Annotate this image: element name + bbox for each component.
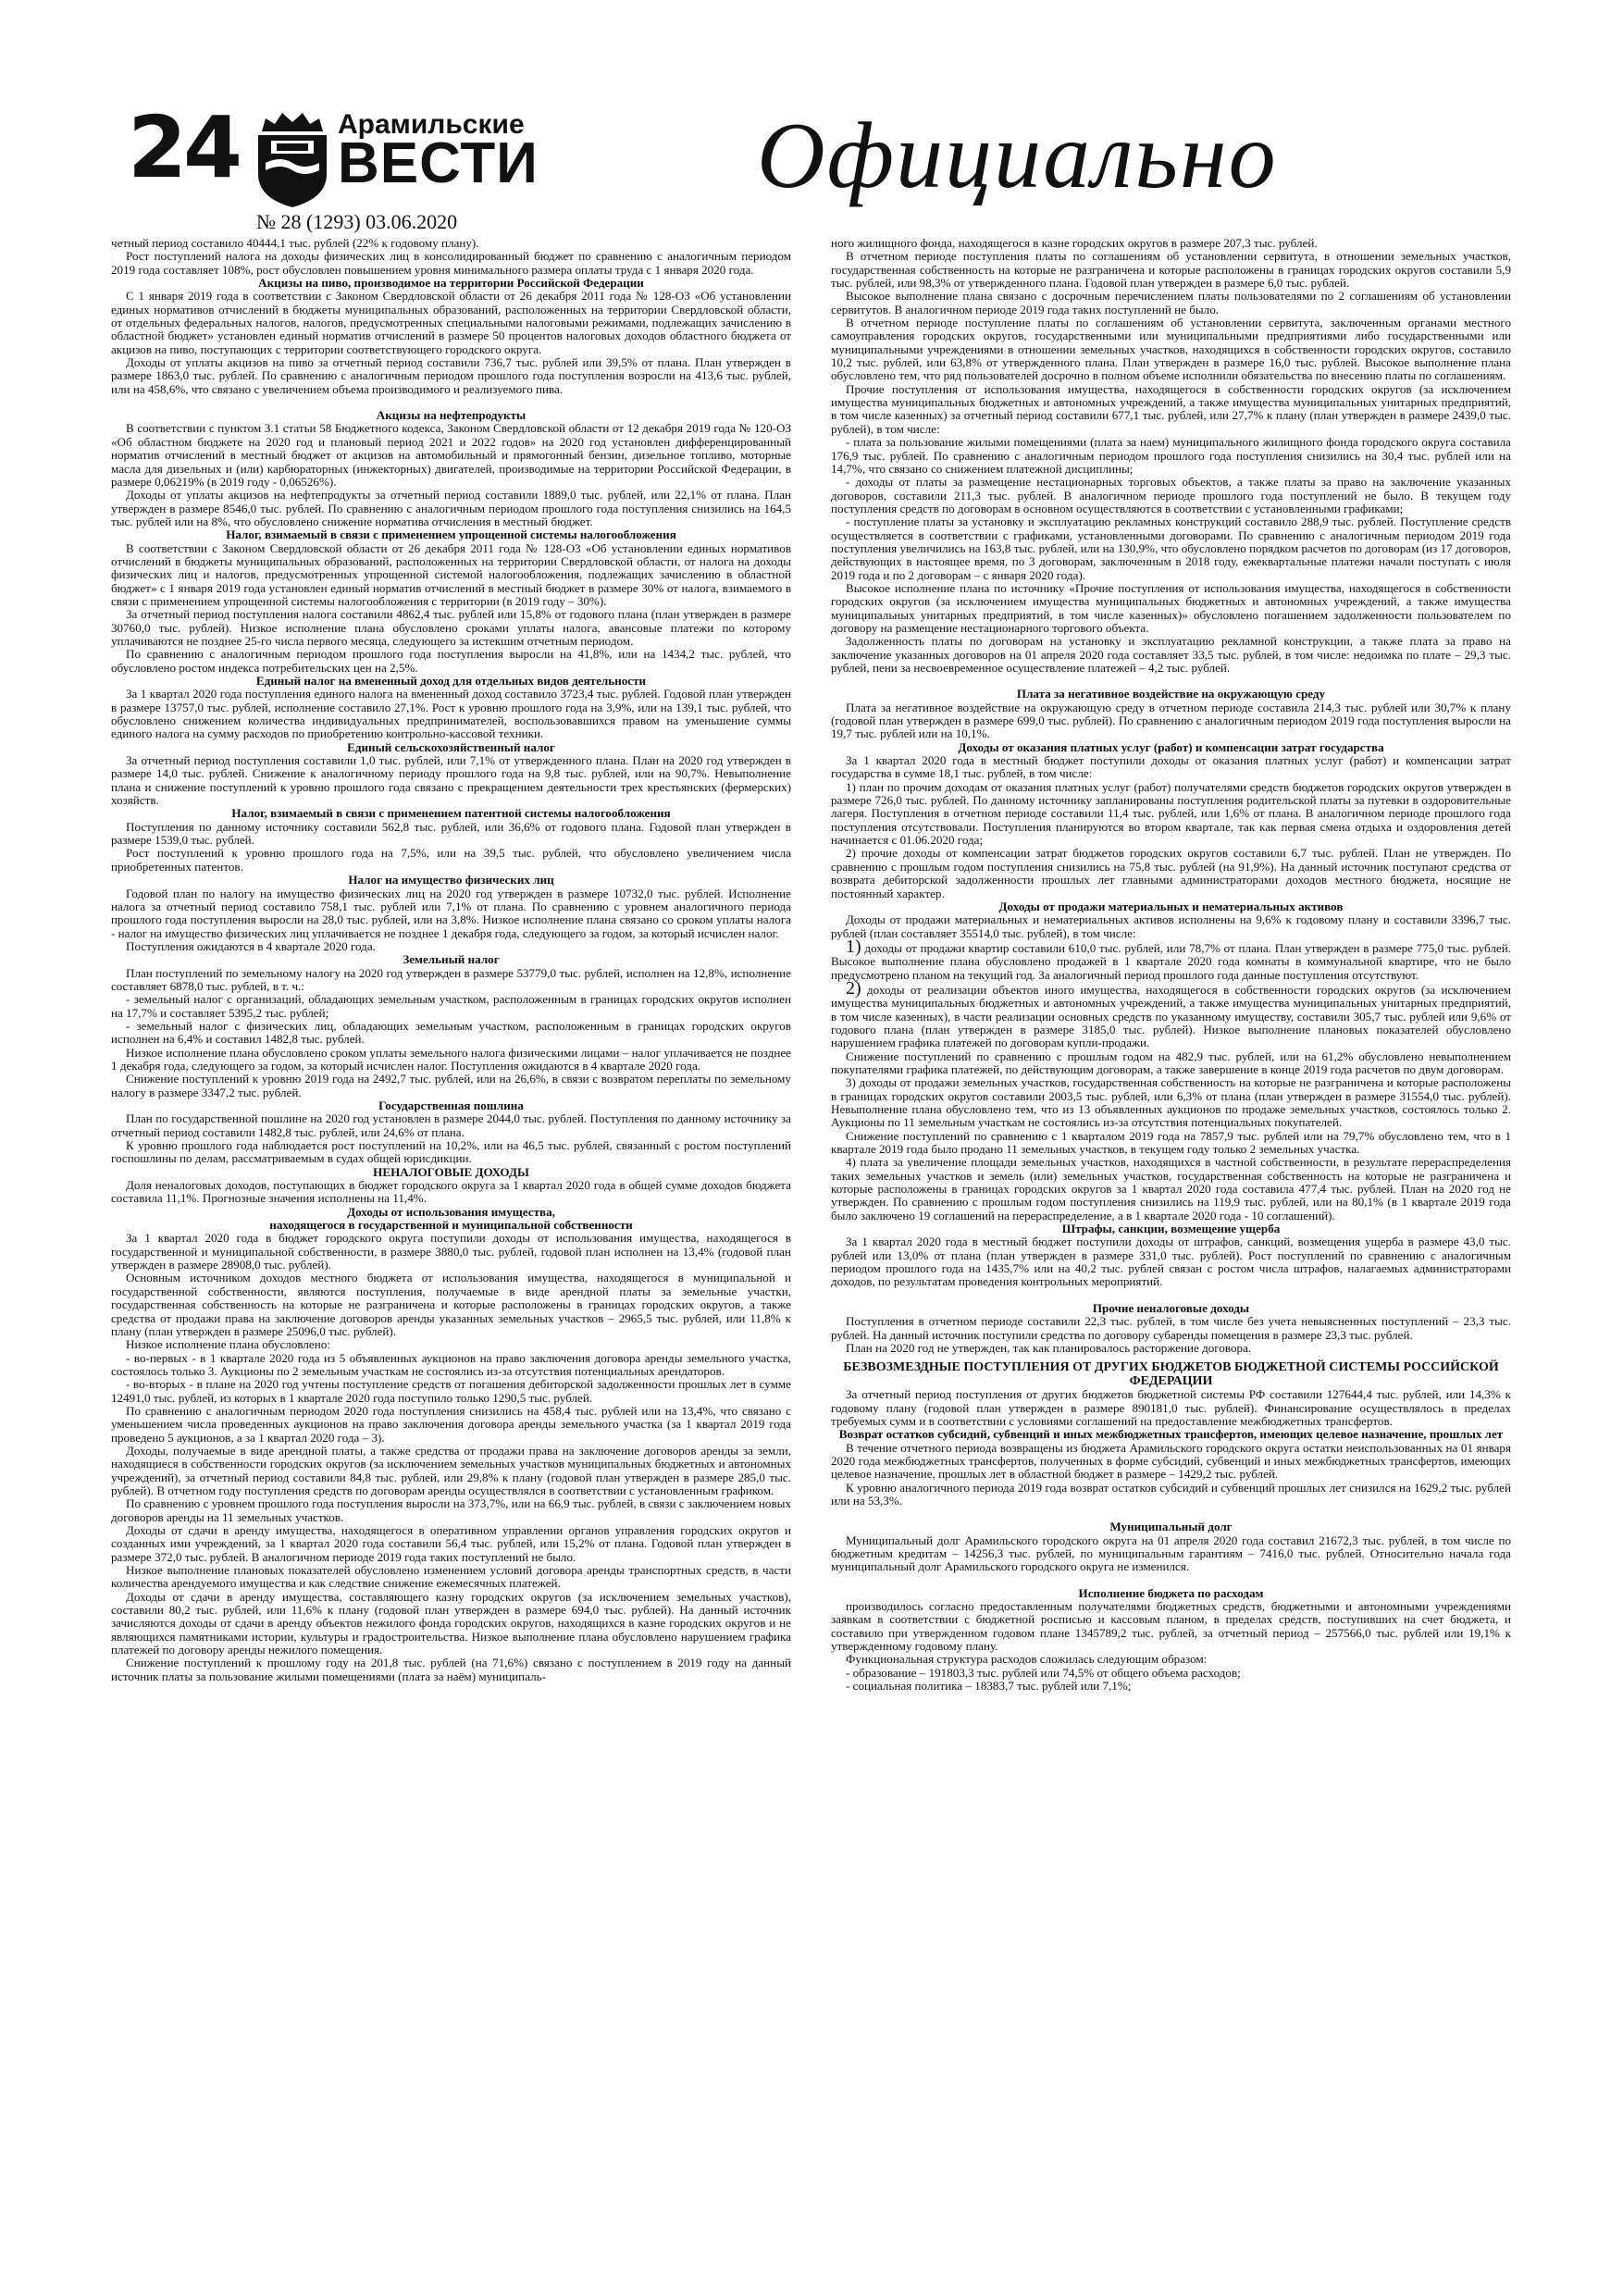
- paragraph: Высокое исполнение плана по источнику «Прочие поступления от использования имущества, находящегося в собственности городских округов (за исключением имущества муниципальных бюджетных и автономных учреждений, а также имущества муниципальных унитарных предприятий, в том числе казенных)» обусловлено погашением задолженности пользователем по договору на размещение нестационарного торгового объекта.: [831, 580, 1511, 635]
- issue-number: № 28 (1293) 03.06.2020: [256, 210, 458, 233]
- subheading: Плата за негативное воздействие на окружающую среду: [1016, 687, 1326, 701]
- paragraph: Доходы от сдачи в аренду имущества, составляющего казну городских округов (за исключением земельных участков), составили 80,2 тыс. рублей, или 11,6% к плану (годовой план утвержден в размере 694,0 тыс. рублей). На данный источник зачисляются доходы от сдачи в аренду объектов нежилого фонда городских округов, находящихся в казне городских округов и не являющихся памятниками истории, культуры и градостроительства. Низкое выполнение плана обусловлено нарушением графика платежей по договору аренды нежилого помещения.: [111, 1589, 791, 1657]
- paragraph: С 1 января 2019 года в соответствии с Законом Свердловской области от 26 декабря 2011 года № 128-ОЗ «Об установлении единых нормативов отчислений в бюджеты муниципальных образований, расположенных на территории Свердловской области, от отдельных федеральных налогов, налогов, предусмотренных специальными налоговыми режимами, подлежащих зачислению в областной бюджет» установлен единый норматив отчислений в размере 50 процентов налоговых доходов областного бюджета от акцизов на пиво, поступающих с территории соответствующего городского округа.: [111, 289, 791, 356]
- paragraph: четный период составило 40444,1 тыс. рублей (22% к годовому плану).: [111, 236, 479, 250]
- paragraph: Низкое исполнение плана обусловлено сроком уплаты земельного налога физическими лицами – налог уплачивается не позднее 1 декабря года, следующего за годом, за который исчислен налог. Поступления ожидаются в 4 квартале 2020 года.: [111, 1045, 791, 1073]
- paragraph: Поступления в отчетном периоде составили 22,3 тыс. рублей, в том числе без учета невыясненных поступлений – 23,3 тыс. рублей. На данный источник поступили средства по договору субаренды помещения в размере 23,3 тыс. рублей.: [831, 1314, 1511, 1342]
- paragraph: Доходы от уплаты акцизов на нефтепродукты за отчетный период составили 1889,0 тыс. рублей, или 22,1% от плана. План утвержден в размере 8546,0 тыс. рублей. По сравнению с аналогичным периодом прошлого года поступления снизились на 164,5 тыс. рублей или на 8%, что обусловлено снижение норматива отчисления в местный бюджет.: [111, 488, 791, 528]
- paragraph: 1) план по прочим доходам от оказания платных услуг (работ) получателями средств бюджетов городских округов утвержден в размере 726,0 тыс. рублей. По данному источнику запланированы поступления родительской платы за путевки в оздоровительные лагеря. Поступления в отчетном периоде составили 11,4 тыс. рублей, или 1,6% от плана. В аналогичном периоде прошлого года поступления отсутствовали. Поступления планируются во втором квартале, так как первая смена отдыха и оздоровления детей начинается с 01.06.2020 года;: [831, 779, 1511, 848]
- paragraph: Доходы от продажи материальных и нематериальных активов исполнены на 9,6% к годовому плану и составили 3396,7 тыс. рублей (план составляет 35514,0 тыс. рублей), в том числе:: [831, 912, 1511, 940]
- subheading: НЕНАЛОГОВЫЕ ДОХОДЫ: [373, 1164, 529, 1179]
- logo-title-main: ВЕСТИ: [338, 131, 539, 195]
- paragraph: План на 2020 год не утвержден, так как планировалось расторжение договора.: [846, 1340, 1252, 1355]
- paragraph: [831, 977, 1511, 1050]
- paragraph: Плата за негативное воздействие на окружающую среду в отчетном периоде составила 214,3 тыс. рублей или 30,7% к плану (годовой план утвержден в размере 699,0 тыс. рублей). По сравнению с аналогичным периодом 2019 года поступления выросли на 19,7 тыс. рублей или на 10,1%.: [831, 700, 1511, 741]
- subheading: Исполнение бюджета по расходам: [1078, 1585, 1264, 1600]
- paragraph: - социальная политика – 18383,7 тыс. рублей или 7,1%;: [846, 1679, 1132, 1694]
- paragraph: Низкое выполнение плановых показателей обусловлено изменением условий договора аренды транспортных средств, в части количества арендуемого имущества и как следствие снижение ежемесячных платежей.: [111, 1563, 791, 1591]
- paragraph: В соответствии с Законом Свердловской области от 26 декабря 2011 года № 128-ОЗ «Об установлении единых нормативов отчислений в бюджеты муниципальных образований, расположенных на территории Свердловской области, от налога на доходы физических лиц и налогов, предусмотренных упрощенной системой налогообложения, подлежащих зачислению в областной бюджет» с 1 января 2019 года установлен единый норматив отчислений в местный бюджет в размере 30% от налога, взимаемого в связи с применением упрощенной системы налогообложения с территории (в 2019 году – 30%).: [111, 540, 791, 608]
- subheading: Муниципальный долг: [1109, 1520, 1233, 1534]
- paragraph: Рост поступлений налога на доходы физических лиц в консолидированный бюджет по сравнению с аналогичным периодом 2019 года составляет 108%, рост обусловлен повышением уровня минимального размера оплаты труда с 1 января 2020 года.: [111, 249, 791, 277]
- paragraph: - земельный налог с организаций, обладающих земельным участком, расположенным в границах городских округов исполнен на 17,7% и составляет 5395,2 тыс. рублей;: [111, 992, 791, 1020]
- paragraph: Снижение поступлений по сравнению с 1 кварталом 2019 года на 7857,9 тыс. рублей или на 79,7% обусловлено тем, что в 1 квартале 2019 года было продано 11 земельных участков, в текущем году только 2 земельных участка.: [831, 1128, 1511, 1157]
- subheading: Государственная пошлина: [378, 1098, 524, 1112]
- paragraph: производилось согласно предоставленным получателями бюджетных средств, бюджетными и автономными учреждениями заявкам в соответствии с бюджетной росписью и кассовым планом, в пределах средств, поступивших на счет бюджета, и составило при утвержденном годовом плане 1345789,2 тыс. рублей, за отчетный период – 257566,0 тыс. рублей или 19,1% к утвержденному годовому плану.: [831, 1599, 1511, 1654]
- paragraph: - во-первых - в 1 квартале 2020 года из 5 объявленных аукционов на право заключения договора аренды земельного участка, состоялось только 3. Аукционы по 2 земельным участкам не состоялись из-за отсутствия потенциальных арендаторов.: [111, 1350, 791, 1378]
- paragraph: В отчетном периоде поступление платы по соглашениям об установлении сервитута, заключенным органами местного самоуправления городских округов, государственными или муниципальными предприятиями либо государственными или муниципальными учреждениями в отношении земельных участков, находящихся в собственности городских округов, составило 10,2 тыс. рублей, или 63,8% от утвержденного плана. План утвержден в размере 16,0 тыс. рублей. Высокое выполнение плана обусловлено тем, что ряд пользователей досрочно в полном объеме исполнили обязательства по внесению платы по соглашениям.: [831, 316, 1511, 383]
- paragraph: 4) плата за увеличение площади земельных участков, находящихся в частной собственности, в результате перераспределения таких земельных участков и земель (или) земельных участков, государственная собственность на которые не разграничена и которые расположены в границах городских округов за 1 квартал 2020 года составила 477,4 тыс. рублей. План на 2020 год не утвержден. По сравнению с прошлым годом поступления снизились на 119,9 тыс. рублей, или на 80,1% (в 1 квартале 2019 года было заключено 19 соглашений на перераспределение, а в 1 квартале 2020 года - 10 соглашений).: [831, 1155, 1511, 1222]
- subheading: Доходы от оказания платных услуг (работ) и компенсации затрат государства: [958, 739, 1384, 754]
- subheading: находящегося в государственной и муниципальной собственности: [269, 1218, 633, 1233]
- list-text: доходы от реализации объектов иного имущества, находящегося в собственности городских округов (за исключением имущества муниципальных бюджетных и автономных учреждений, а также имущества муниципальных унитарных предприятий, в том числе казенных), в части реализации основных средств по указанному имуществу, составили 305,7 тыс. рублей или 9,6% от годового плана (план утвержден в размере 3185,0 тыс. рублей). Низкое выполнение плановых показателей обусловлено нарушением графика платежей по договорам купли-продажи.: [831, 982, 1511, 1050]
- paragraph: Функциональная структура расходов сложилась следующим образом:: [846, 1652, 1208, 1667]
- paragraph: Доля неналоговых доходов, поступающих в бюджет городского округа за 1 квартал 2020 года в общей сумме доходов бюджета составила 11,1%. Прогнозные значения исполнены на 11,4%.: [111, 1178, 791, 1206]
- paragraph: Поступления ожидаются в 4 квартале 2020 года.: [126, 938, 376, 953]
- paragraph: В отчетном периоде поступления платы по соглашениям об установлении сервитута, в отношении земельных участков, государственная собственность на которые не разграничена и которые расположены в границах городских округов составили 5,9 тыс. рублей, или 98,3% от утвержденного плана. Годовой план утвержден в размере 6,0 тыс. рублей.: [831, 249, 1511, 291]
- subheading: Доходы от продажи материальных и нематериальных активов: [998, 899, 1344, 913]
- paragraph: Поступления по данному источнику составили 562,8 тыс. рублей, или 36,6% от годового плана. Годовой план утвержден в размере 1539,0 тыс. рублей.: [111, 819, 791, 848]
- logo-title-top: Арамильские: [338, 109, 525, 140]
- paragraph: Высокое выполнение плана связано с досрочным перечислением платы пользователями по 2 соглашениям об установлении сервитутов. В аналогичном периоде 2019 года таких поступлений не было.: [831, 289, 1511, 316]
- paragraph: Муниципальный долг Арамильского городского округа на 01 апреля 2020 года составил 21672,3 тыс. рублей, в том числе по бюджетным кредитам – 14256,3 тыс. рублей, по муниципальным гарантиям – 7416,0 тыс. рублей. Относительно начала года муниципальный долг Арамильского городского округа не изменился.: [831, 1533, 1511, 1574]
- paragraph: [831, 936, 1511, 982]
- subheading: Единый сельскохозяйственный налог: [347, 739, 555, 754]
- paragraph: По сравнению с аналогичным периодом 2020 года поступления снизились на 458,4 тыс. рублей или на 13,4%, что связано с уменьшением числа проведенных аукционов на право заключения договора аренды земельного участка (за 1 квартал 2019 года проведено 5 аукционов, а за 1 квартал 2020 года – 3).: [111, 1403, 791, 1445]
- paragraph: По сравнению с аналогичным периодом прошлого года поступления выросли на 41,8%, или на 1434,2 тыс. рублей, что обусловлено ростом индекса потребительских цен на 2,5%.: [111, 647, 791, 675]
- paragraph: Снижение поступлений по сравнению с прошлым годом на 482,9 тыс. рублей, или на 61,2% обусловлено невыполнением покупателями графика платежей, по действующим договорам, а также завершение в конце 2019 года расчетов по двум договорам.: [831, 1049, 1511, 1076]
- subheading: Штрафы, санкции, возмещение ущерба: [1061, 1222, 1281, 1236]
- paragraph: - образование – 191803,3 тыс. рублей или 74,5% от общего объема расходов;: [846, 1665, 1241, 1680]
- paragraph: В соответствии с пунктом 3.1 статьи 58 Бюджетного кодекса, Законом Свердловской области от 12 декабря 2019 года № 120-ОЗ «Об областном бюджете на 2020 год и плановый период 2021 и 2022 годов» на 2020 год установлен дифференцированный норматив отчислений в местный бюджет от акцизов на автомобильный и прямогонный бензин, дизельное топливо, моторные масла для дизельных и (или) карбюраторных (инжекторных) двигателей, производимые на территории Российской Федерации, в размере 0,06219% (в 2019 году - 0,06526%).: [111, 421, 791, 489]
- paragraph: К уровню аналогичного периода 2019 года возврат остатков субсидий и субвенций прошлых лет снизился на 1629,2 тыс. рублей или на 53,3%.: [831, 1480, 1511, 1508]
- subheading: Налог, взимаемый в связи с применением патентной системы налогообложения: [231, 806, 671, 821]
- paragraph: Доходы, получаемые в виде арендной платы, а также средства от продажи права на заключение договоров аренды за земли, находящиеся в собственности городских округов (за исключением земельных участков муниципальных бюджетных и автономных учреждений), за отчетный период составили 84,8 тыс. рублей, или 29,8% к плану (годовой план утвержден в размере 285,0 тыс. рублей). В отчетном году поступления средств по договорам аренды осуществлялся в соответствии с установленным графиком.: [111, 1443, 791, 1497]
- subheading: Единый налог на вмененный доход для отдельных видов деятельности: [255, 674, 647, 688]
- paragraph: Основным источником доходов местного бюджета от использования имущества, находящегося в муниципальной и государственной собственности, являются поступления, получаемые в виде арендной платы за земельные участки, государственная собственность на которые не разграничена и которые расположены в границах городских округов, а также средства от продажи права на заключение договоров аренды указанных земельных участков – 2965,5 тыс. рублей, или 11,8% к плану (план утвержден в размере 25096,0 тыс. рублей).: [111, 1271, 791, 1338]
- newspaper-logo: [253, 109, 567, 211]
- subheading: Налог, взимаемый в связи с применением упрощенной системы налогообложения: [226, 527, 676, 542]
- subheading: Налог на имущество физических лиц: [348, 873, 554, 887]
- subheading: Доходы от использования имущества,: [347, 1204, 555, 1219]
- paragraph: За отчетный период поступления налога составили 4862,4 тыс. рублей или 15,8% от годового плана (план утвержден в размере 30760,0 тыс. рублей). Низкое исполнение плана обусловлено сроками уплаты налога, авансовые платежи по которому уплачиваются не позднее 25-го числа первого месяца, следующего за истекшим отчетным периодом.: [111, 607, 791, 648]
- subheading: Акцизы на нефтепродукты: [376, 408, 527, 423]
- paragraph: Низкое исполнение плана обусловлено:: [126, 1337, 330, 1352]
- paragraph: Снижение поступлений к уровню 2019 года на 2492,7 тыс. рублей, или на 26,6%, в связи с возвратом переплаты по земельному налогу в размере 3347,2 тыс. рублей.: [111, 1072, 791, 1099]
- list-text: доходы от продажи квартир составили 610,0 тыс. рублей, или 78,7% от плана. План утвержден в размере 775,0 тыс. рублей. Высокое выполнение плана обусловлено продажей в 1 квартале 2020 года комнаты в коммунальной квартире, что не было предусмотрено планом на текущий год. За аналогичный период прошлого года данные поступления отсутствуют.: [831, 940, 1511, 982]
- section-heading: БЕЗВОЗМЕЗДНЫЕ ПОСТУПЛЕНИЯ ОТ ДРУГИХ БЮДЖЕТОВ БЮДЖЕТНОЙ СИСТЕМЫ РОССИЙСКОЙ ФЕДЕРАЦИИ: [843, 1360, 1499, 1389]
- paragraph: Снижение поступлений к прошлому году на 201,8 тыс. рублей (на 71,6%) связано с поступлением в 2019 году на данный источник платы за пользование жилыми помещениями (плата за наём) муниципаль-: [111, 1656, 791, 1683]
- paragraph: Доходы от сдачи в аренду имущества, находящегося в оперативном управлении органов управления городских округов и созданных ими учреждений, за 1 квартал 2020 года составили 56,4 тыс. рублей, или 15,2% от плана. Годовой план утвержден в размере 372,0 тыс. рублей. В аналогичном периоде 2019 года таких поступлений не было.: [111, 1523, 791, 1564]
- section-title: Официально: [757, 104, 1278, 208]
- paragraph: Задолженность платы по договорам на установку и эксплуатацию рекламной конструкции, а также плата за право на заключение указанных договоров на 01 апреля 2020 года составляет 33,5 тыс. рублей, в том числе: недоимка по плате – 29,3 тыс. рублей, пени за несвоевременное осуществление платежей – 4,2 тыс. рублей.: [831, 634, 1511, 675]
- paragraph: 2) прочие доходы от компенсации затрат бюджетов городских округов составили 6,7 тыс. рублей. План не утвержден. По сравнению с прошлым годом поступления снизились на 75,8 тыс. рублей (на 91,9%). На данный источник поступают средства от возврата дебиторской задолженности прошлых лет главными администраторами доходов местного бюджета, носящие не постоянный характер.: [831, 846, 1511, 900]
- paragraph: За 1 квартал 2020 года в местный бюджет поступили доходы от штрафов, санкций, возмещения ущерба в размере 43,0 тыс. рублей или 13,0% от плана (план утвержден в размере 331,0 тыс. рублей). Рост поступлений по сравнению с аналогичным периодом прошлого года на 1435,7% или на 40,2 тыс. рублей связан с ростом числа штрафов, налагаемых администраторами доходов, по результатам проведения контрольных мероприятий.: [831, 1235, 1511, 1289]
- crest-icon: [253, 109, 332, 209]
- paragraph: Доходы от уплаты акцизов на пиво за отчетный период составили 736,7 тыс. рублей или 39,5% от плана. План утвержден в размере 1863,0 тыс. рублей. По сравнению с аналогичным периодом прошлого года поступления возросли на 413,6 тыс. рублей, или на 458,6%, что связано с увеличением объема производимого и реализуемого пива.: [111, 355, 791, 396]
- paragraph: - во-вторых - в плане на 2020 год учтены поступление средств от погашения дебиторской задолженности прошлых лет в сумме 12491,0 тыс. рублей, из которых в 1 квартале 2020 года поступило только 1290,5 тыс. рублей.: [111, 1377, 791, 1405]
- left-column: [111, 237, 791, 1683]
- subheading: Возврат остатков субсидий, субвенций и иных межбюджетных трансфертов, имеющих целевое назначение, прошлых лет: [838, 1427, 1504, 1442]
- paragraph: - доходы от платы за размещение нестационарных торговых объектов, а также платы за право на заключение указанных договоров, составили 211,3 тыс. рублей. В аналогичном периоде прошлого года поступлений не было. В текущем году поступления средств по договорам в основном осуществляются в соответствии с установленными графиками;: [831, 475, 1511, 515]
- page-number: 24: [128, 98, 240, 197]
- right-column: [831, 237, 1511, 1693]
- paragraph: За 1 квартал 2020 года поступления единого налога на вмененный доход составило 3723,4 тыс. рублей. Годовой план утвержден в размере 13757,0 тыс. рублей, исполнение составило 27,1%. Рост к уровню прошлого года на 3,9%, или на 139,1 тыс. рублей, что обусловлено снижением количества индивидуальных предпринимателей, воспользовавшихся правом на уменьшение суммы единого налога на сумму расходов по приобретению контрольно-кассовой техники.: [111, 687, 791, 741]
- subheading: Земельный налог: [403, 952, 500, 967]
- paragraph: ного жилищного фонда, находящегося в казне городских округов в размере 207,3 тыс. рублей.: [831, 236, 1318, 250]
- paragraph: План поступлений по земельному налогу на 2020 год утвержден в размере 53779,0 тыс. рублей, исполнен на 12,8%, исполнение составляет 6878,0 тыс. рублей, в т. ч.:: [111, 965, 791, 993]
- masthead: [128, 98, 1516, 241]
- paragraph: 3) доходы от продажи земельных участков, государственная собственность на которые не разграничена и которые расположены в границах городских округов составили 2003,5 тыс. рублей, или 6,3% от плана (план утвержден в размере 31554,0 тыс. рублей). Невыполнение плана обусловлено тем, что из 13 объявленных аукционов по продаже земельных участков, состоялось только 2. Аукционы по 11 земельным участкам не состоялись из-за отсутствия потенциальных покупателей.: [831, 1075, 1511, 1130]
- paragraph: - плата за пользование жилыми помещениями (плата за наем) муниципального жилищного фонда городского округа составила 176,9 тыс. рублей. По сравнению с аналогичным периодом прошлого года поступления снизились на 30,4 тыс. рублей или на 14,7%, что связано со снижением платежной дисциплины;: [831, 435, 1511, 476]
- paragraph: К уровню прошлого года наблюдается рост поступлений на 10,2%, или на 46,5 тыс. рублей, связанный с ростом поступлений госпошлины по делам, рассматриваемым в судах общей юрисдикции.: [111, 1138, 791, 1166]
- paragraph: За отчетный период поступления от других бюджетов бюджетной системы РФ составили 127644,4 тыс. рублей, или 14,3% к годовому плану (годовой план утвержден в размере 890181,0 тыс. рублей). Финансирование осуществлялось в пределах требуемых сумм и в соответствии с условиями соглашений на предоставление межбюджетных трансфертов.: [831, 1387, 1511, 1428]
- paragraph: За отчетный период поступления составили 1,0 тыс. рублей, или 7,1% от утвержденного плана. План на 2020 год утвержден в размере 14,0 тыс. рублей. Снижение к аналогичному периоду прошлого года на 9,8 тыс. рублей, или на 90,7%. Невыполнение плана и снижение поступлений к уровню прошлого года связано с прекращением деятельности трех крестьянских (фермерских) хозяйств.: [111, 753, 791, 808]
- paragraph: Годовой план по налогу на имущество физических лиц на 2020 год утвержден в размере 10732,0 тыс. рублей. Исполнение налога за отчетный период составило 758,1 тыс. рублей или 7,1% от плана. По сравнению с уровнем аналогичного периода прошлого года поступления выросли на 28,0 тыс. рублей, или на 3,8%. Низкое исполнение плана связано со сроком уплаты налога - налог на имущество физических лиц уплачивается не позднее 1 декабря года, следующего за годом, за который исчислен налог.: [111, 886, 791, 940]
- paragraph: За 1 квартал 2020 года в местный бюджет поступили доходы от оказания платных услуг (работ) и компенсации затрат государства в сумме 18,1 тыс. рублей, в том числе:: [831, 753, 1511, 781]
- paragraph: - земельный налог с физических лиц, обладающих земельным участком, расположенным в границах городских округов исполнен на 6,4% и составил 1482,8 тыс. рублей.: [111, 1018, 791, 1047]
- list-number: 2): [846, 977, 861, 999]
- paragraph: За 1 квартал 2020 года в бюджет городского округа поступили доходы от использования имущества, находящегося в государственной и муниципальной собственности, в размере 3880,0 тыс. рублей, годовой план исполнен на 13,4% (годовой план утвержден в размере 28908,0 тыс. рублей).: [111, 1231, 791, 1272]
- list-number: 1): [846, 936, 861, 957]
- paragraph: По сравнению с уровнем прошлого года поступления выросли на 373,7%, или на 66,9 тыс. рублей, в связи с заключением новых договоров аренды на 11 земельных участков.: [111, 1496, 791, 1524]
- paragraph: В течение отчетного периода возвращены из бюджета Арамильского городского округа остатки неиспользованных на 01 января 2020 года межбюджетных трансфертов, полученных в форме субсидий, субвенций и иных межбюджетных трансфертов, имеющих целевое назначение, прошлых лет в областной бюджет в размере – 1429,2 тыс. рублей.: [831, 1440, 1511, 1482]
- paragraph: План по государственной пошлине на 2020 год установлен в размере 2044,0 тыс. рублей. Поступления по данному источнику за отчетный период составили 1482,8 тыс. рублей, или 24,6% от плана.: [111, 1111, 791, 1139]
- paragraph: Рост поступлений к уровню прошлого года на 7,5%, или на 39,5 тыс. рублей, что обусловлено увеличением числа приобретенных патентов.: [111, 846, 791, 874]
- subheading: Прочие неналоговые доходы: [1092, 1300, 1250, 1315]
- subheading: Акцизы на пиво, производимое на территории Российской Федерации: [258, 276, 644, 291]
- paragraph: - поступление платы за установку и эксплуатацию рекламных конструкций составило 288,9 тыс. рублей. Поступление средств осуществляется в соответствии с графиками, установленными договорами. По сравнению с аналогичным периодом 2019 года поступления увеличились на 163,8 тыс. рублей, или на 130,9%, что обусловлено порядком расчетов по договорам (из 17 договоров, действующих в настоящее время, по 3 договорам, заключенным в 2018 году, ежеквартальные платежи начали поступать с июля 2019 года и по 2 договорам – с января 2020 года).: [831, 515, 1511, 582]
- paragraph: Прочие поступления от использования имущества, находящегося в собственности городских округов (за исключением имущества муниципальных бюджетных и автономных учреждений, а также имущества муниципальных унитарных предприятий, в том числе казенных) за отчетный период составили 677,1 тыс. рублей, или 27,7% к плану (план утвержден в размере 2439,0 тыс. рублей), в том числе:: [831, 381, 1511, 436]
